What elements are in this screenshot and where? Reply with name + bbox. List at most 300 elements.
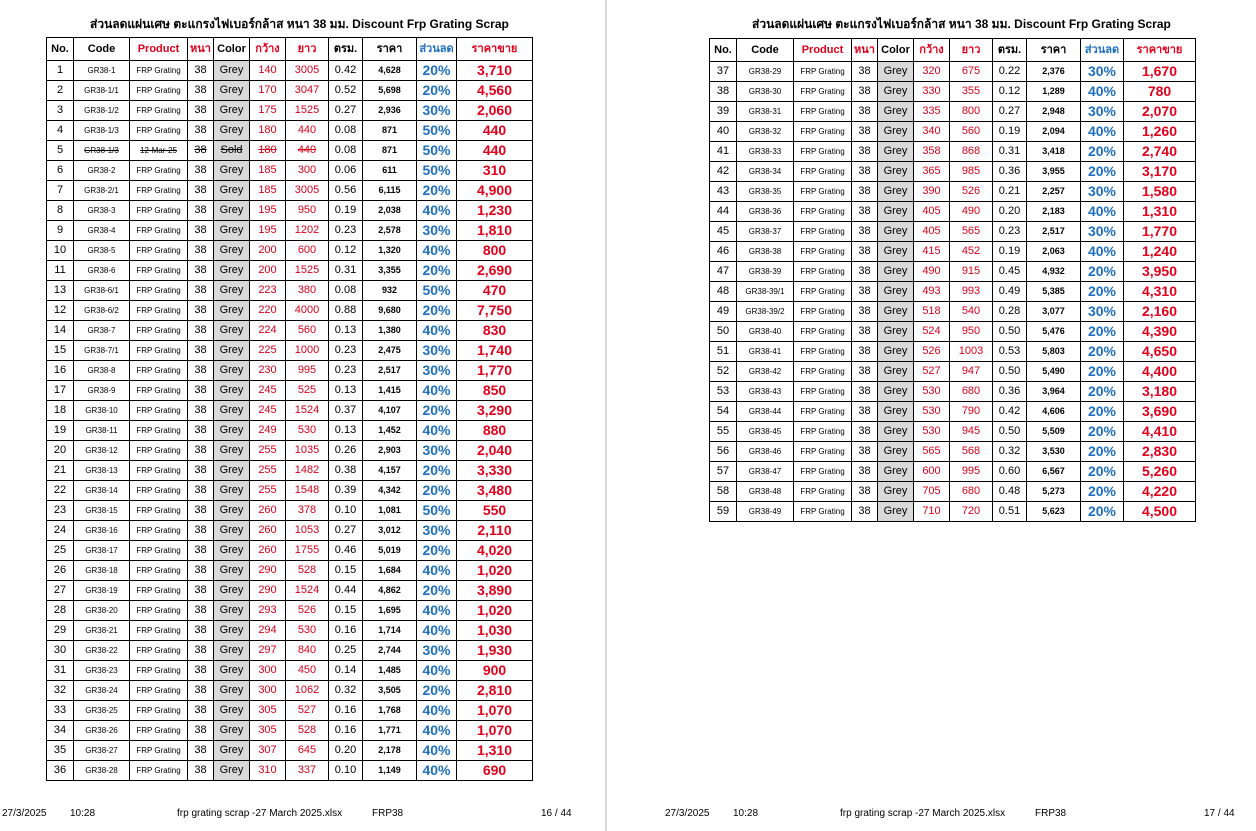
cell-length: 790	[950, 402, 993, 422]
cell-product: FRP Grating	[130, 401, 188, 421]
cell-code: GR38-31	[737, 102, 794, 122]
cell-length: 1202	[286, 221, 329, 241]
cell-length: 985	[950, 162, 993, 182]
cell-width: 245	[250, 381, 286, 401]
cell-thickness: 38	[188, 581, 214, 601]
cell-code: GR38-30	[737, 82, 794, 102]
table-row	[47, 421, 533, 441]
table-row	[47, 241, 533, 261]
cell-code: GR38-39	[737, 262, 794, 282]
table-row	[710, 242, 1196, 262]
cell-thickness: 38	[188, 621, 214, 641]
cell-code: GR38-37	[737, 222, 794, 242]
cell-length: 1003	[950, 342, 993, 362]
cell-width: 600	[914, 462, 950, 482]
cell-product: FRP Grating	[130, 181, 188, 201]
cell-code: GR38-20	[74, 601, 130, 621]
cell-length: 527	[286, 701, 329, 721]
cell-area: 0.88	[329, 301, 363, 321]
cell-discount: 30%	[417, 521, 457, 541]
cell-thickness: 38	[188, 481, 214, 501]
cell-no: 28	[47, 601, 74, 621]
cell-sale-price: 1,670	[1124, 62, 1196, 82]
cell-color: Grey	[878, 182, 914, 202]
cell-discount: 50%	[417, 501, 457, 521]
cell-no: 46	[710, 242, 737, 262]
cell-color: Grey	[214, 581, 250, 601]
cell-area: 0.27	[993, 102, 1027, 122]
cell-discount: 20%	[1081, 342, 1124, 362]
table-row	[710, 282, 1196, 302]
cell-width: 180	[250, 121, 286, 141]
cell-product: FRP Grating	[794, 282, 852, 302]
cell-length: 1062	[286, 681, 329, 701]
cell-code: GR38-10	[74, 401, 130, 421]
cell-sale-price: 1,930	[457, 641, 533, 661]
cell-code: GR38-19	[74, 581, 130, 601]
cell-code: GR38-39/2	[737, 302, 794, 322]
cell-length: 568	[950, 442, 993, 462]
cell-discount: 20%	[1081, 402, 1124, 422]
cell-sale-price: 3,290	[457, 401, 533, 421]
cell-sale-price: 1,770	[457, 361, 533, 381]
cell-product: FRP Grating	[794, 122, 852, 142]
cell-area: 0.31	[993, 142, 1027, 162]
cell-price: 3,077	[1027, 302, 1081, 322]
cell-code: GR38-8	[74, 361, 130, 381]
header-length: ยาว	[286, 38, 329, 61]
cell-length: 3005	[286, 181, 329, 201]
cell-color: Grey	[214, 501, 250, 521]
cell-product: FRP Grating	[130, 241, 188, 261]
cell-product: FRP Grating	[130, 641, 188, 661]
cell-price: 2,475	[363, 341, 417, 361]
cell-product: FRP Grating	[130, 441, 188, 461]
cell-sale-price: 1,580	[1124, 182, 1196, 202]
table-row	[710, 202, 1196, 222]
header-code: Code	[737, 39, 794, 62]
table-row	[710, 462, 1196, 482]
cell-discount: 50%	[417, 161, 457, 181]
cell-code: GR38-27	[74, 741, 130, 761]
cell-thickness: 38	[852, 122, 878, 142]
cell-color: Grey	[214, 301, 250, 321]
cell-width: 260	[250, 541, 286, 561]
cell-no: 55	[710, 422, 737, 442]
cell-thickness: 38	[188, 541, 214, 561]
cell-thickness: 38	[188, 761, 214, 781]
cell-no: 52	[710, 362, 737, 382]
cell-discount: 20%	[417, 481, 457, 501]
cell-price: 5,698	[363, 81, 417, 101]
cell-length: 525	[286, 381, 329, 401]
cell-product: FRP Grating	[794, 222, 852, 242]
footer-filename: frp grating scrap -27 March 2025.xlsx	[177, 808, 343, 819]
cell-no: 11	[47, 261, 74, 281]
cell-code: GR38-12	[74, 441, 130, 461]
cell-no: 27	[47, 581, 74, 601]
cell-price: 1,320	[363, 241, 417, 261]
cell-price: 2,517	[363, 361, 417, 381]
cell-length: 675	[950, 62, 993, 82]
cell-product: FRP Grating	[794, 422, 852, 442]
cell-width: 705	[914, 482, 950, 502]
table-row	[47, 261, 533, 281]
cell-color: Grey	[214, 461, 250, 481]
cell-sale-price: 850	[457, 381, 533, 401]
cell-color: Grey	[878, 282, 914, 302]
footer-page-number: 16 / 44	[541, 808, 572, 819]
cell-no: 4	[47, 121, 74, 141]
cell-product: FRP Grating	[794, 362, 852, 382]
cell-price: 3,530	[1027, 442, 1081, 462]
cell-thickness: 38	[852, 262, 878, 282]
cell-thickness: 38	[852, 422, 878, 442]
cell-width: 195	[250, 221, 286, 241]
cell-area: 0.20	[329, 741, 363, 761]
cell-area: 0.28	[993, 302, 1027, 322]
cell-thickness: 38	[852, 182, 878, 202]
cell-length: 560	[286, 321, 329, 341]
cell-thickness: 38	[852, 302, 878, 322]
cell-length: 380	[286, 281, 329, 301]
cell-area: 0.23	[329, 221, 363, 241]
cell-price: 2,063	[1027, 242, 1081, 262]
cell-area: 0.06	[329, 161, 363, 181]
table-body	[47, 61, 533, 781]
cell-discount: 40%	[1081, 122, 1124, 142]
cell-sale-price: 5,260	[1124, 462, 1196, 482]
cell-discount: 30%	[1081, 102, 1124, 122]
cell-thickness: 38	[188, 361, 214, 381]
cell-price: 2,257	[1027, 182, 1081, 202]
cell-price: 1,380	[363, 321, 417, 341]
scrap-table	[709, 38, 1196, 522]
header-discount: ส่วนลด	[1081, 39, 1124, 62]
cell-product: FRP Grating	[794, 382, 852, 402]
cell-length: 1525	[286, 261, 329, 281]
table-body	[710, 62, 1196, 522]
cell-code: GR38-32	[737, 122, 794, 142]
cell-width: 526	[914, 342, 950, 362]
cell-width: 297	[250, 641, 286, 661]
cell-code: GR38-1/3	[74, 141, 130, 161]
cell-discount: 20%	[417, 401, 457, 421]
cell-code: GR38-45	[737, 422, 794, 442]
cell-code: GR38-22	[74, 641, 130, 661]
cell-no: 56	[710, 442, 737, 462]
cell-length: 337	[286, 761, 329, 781]
cell-length: 600	[286, 241, 329, 261]
cell-color: Grey	[214, 561, 250, 581]
cell-length: 680	[950, 382, 993, 402]
table-header-row	[47, 38, 533, 61]
table-row	[710, 322, 1196, 342]
cell-width: 320	[914, 62, 950, 82]
cell-area: 0.16	[329, 721, 363, 741]
cell-price: 4,862	[363, 581, 417, 601]
cell-sale-price: 1,810	[457, 221, 533, 241]
table-row	[47, 721, 533, 741]
cell-code: GR38-1/2	[74, 101, 130, 121]
cell-no: 41	[710, 142, 737, 162]
cell-color: Grey	[214, 381, 250, 401]
cell-thickness: 38	[852, 282, 878, 302]
cell-code: GR38-6/2	[74, 301, 130, 321]
header-code: Code	[74, 38, 130, 61]
cell-thickness: 38	[852, 442, 878, 462]
cell-color: Grey	[214, 521, 250, 541]
cell-discount: 40%	[417, 381, 457, 401]
table-row	[710, 262, 1196, 282]
cell-sale-price: 4,500	[1124, 502, 1196, 522]
cell-length: 378	[286, 501, 329, 521]
cell-width: 255	[250, 441, 286, 461]
cell-length: 528	[286, 721, 329, 741]
table-row	[47, 661, 533, 681]
cell-price: 6,115	[363, 181, 417, 201]
cell-color: Grey	[878, 122, 914, 142]
cell-no: 19	[47, 421, 74, 441]
cell-code: GR38-44	[737, 402, 794, 422]
cell-sale-price: 3,950	[1124, 262, 1196, 282]
cell-product: FRP Grating	[130, 201, 188, 221]
cell-discount: 40%	[1081, 242, 1124, 262]
table-row	[47, 281, 533, 301]
cell-sale-price: 3,170	[1124, 162, 1196, 182]
cell-price: 3,955	[1027, 162, 1081, 182]
cell-discount: 20%	[417, 81, 457, 101]
cell-code: GR38-47	[737, 462, 794, 482]
cell-area: 0.51	[993, 502, 1027, 522]
cell-width: 290	[250, 581, 286, 601]
table-row	[47, 141, 533, 161]
cell-length: 452	[950, 242, 993, 262]
cell-product: FRP Grating	[130, 601, 188, 621]
cell-length: 1524	[286, 401, 329, 421]
cell-price: 2,517	[1027, 222, 1081, 242]
cell-width: 710	[914, 502, 950, 522]
cell-no: 45	[710, 222, 737, 242]
cell-price: 1,149	[363, 761, 417, 781]
cell-discount: 30%	[1081, 62, 1124, 82]
cell-discount: 30%	[417, 101, 457, 121]
cell-price: 4,342	[363, 481, 417, 501]
cell-sale-price: 1,020	[457, 601, 533, 621]
cell-length: 530	[286, 621, 329, 641]
cell-code: GR38-17	[74, 541, 130, 561]
header-no: No.	[710, 39, 737, 62]
cell-price: 4,606	[1027, 402, 1081, 422]
cell-code: GR38-16	[74, 521, 130, 541]
cell-color: Grey	[214, 161, 250, 181]
cell-color: Grey	[878, 342, 914, 362]
cell-width: 185	[250, 181, 286, 201]
cell-thickness: 38	[188, 421, 214, 441]
cell-no: 54	[710, 402, 737, 422]
cell-discount: 20%	[417, 181, 457, 201]
cell-discount: 20%	[417, 261, 457, 281]
cell-no: 51	[710, 342, 737, 362]
cell-product: FRP Grating	[130, 381, 188, 401]
cell-width: 260	[250, 521, 286, 541]
cell-sale-price: 440	[457, 121, 533, 141]
cell-area: 0.52	[329, 81, 363, 101]
cell-area: 0.15	[329, 601, 363, 621]
cell-sale-price: 4,650	[1124, 342, 1196, 362]
cell-width: 300	[250, 661, 286, 681]
cell-width: 405	[914, 202, 950, 222]
cell-width: 524	[914, 322, 950, 342]
cell-discount: 20%	[417, 541, 457, 561]
page-title: ส่วนลดแผ่นเศษ ตะแกรงไฟเบอร์กล้าส หนา 38 มม. Discount Frp Grating Scrap	[752, 17, 1171, 31]
cell-color: Grey	[878, 442, 914, 462]
cell-area: 0.21	[993, 182, 1027, 202]
cell-color: Grey	[214, 681, 250, 701]
cell-area: 0.13	[329, 321, 363, 341]
cell-width: 255	[250, 461, 286, 481]
cell-code: GR38-3	[74, 201, 130, 221]
cell-price: 9,680	[363, 301, 417, 321]
table-row	[47, 101, 533, 121]
cell-no: 36	[47, 761, 74, 781]
cell-no: 49	[710, 302, 737, 322]
cell-code: GR38-1	[74, 61, 130, 81]
header-price: ราคา	[1027, 39, 1081, 62]
cell-code: GR38-25	[74, 701, 130, 721]
cell-no: 50	[710, 322, 737, 342]
cell-sale-price: 2,740	[1124, 142, 1196, 162]
cell-color: Grey	[878, 502, 914, 522]
cell-discount: 30%	[1081, 182, 1124, 202]
cell-area: 0.12	[993, 82, 1027, 102]
cell-width: 249	[250, 421, 286, 441]
cell-sale-price: 1,030	[457, 621, 533, 641]
cell-thickness: 38	[188, 381, 214, 401]
cell-price: 1,415	[363, 381, 417, 401]
cell-color: Grey	[878, 142, 914, 162]
cell-price: 1,714	[363, 621, 417, 641]
table-row	[710, 222, 1196, 242]
cell-width: 310	[250, 761, 286, 781]
cell-width: 307	[250, 741, 286, 761]
cell-length: 947	[950, 362, 993, 382]
cell-color: Grey	[214, 121, 250, 141]
cell-length: 355	[950, 82, 993, 102]
cell-discount: 40%	[417, 661, 457, 681]
cell-price: 2,948	[1027, 102, 1081, 122]
cell-product: FRP Grating	[794, 62, 852, 82]
cell-thickness: 38	[188, 61, 214, 81]
cell-price: 5,623	[1027, 502, 1081, 522]
cell-sale-price: 2,810	[457, 681, 533, 701]
cell-code: GR38-7/1	[74, 341, 130, 361]
cell-area: 0.19	[993, 242, 1027, 262]
cell-width: 565	[914, 442, 950, 462]
cell-no: 13	[47, 281, 74, 301]
cell-discount: 40%	[417, 201, 457, 221]
cell-sale-price: 3,710	[457, 61, 533, 81]
cell-length: 868	[950, 142, 993, 162]
cell-length: 1755	[286, 541, 329, 561]
cell-area: 0.44	[329, 581, 363, 601]
cell-sale-price: 2,070	[1124, 102, 1196, 122]
cell-product: FRP Grating	[130, 361, 188, 381]
cell-thickness: 38	[188, 461, 214, 481]
cell-area: 0.50	[993, 322, 1027, 342]
cell-length: 3005	[286, 61, 329, 81]
cell-discount: 40%	[417, 701, 457, 721]
cell-no: 24	[47, 521, 74, 541]
cell-price: 5,490	[1027, 362, 1081, 382]
cell-thickness: 38	[852, 462, 878, 482]
cell-discount: 30%	[1081, 222, 1124, 242]
cell-color: Grey	[878, 82, 914, 102]
cell-width: 415	[914, 242, 950, 262]
cell-product: FRP Grating	[794, 302, 852, 322]
cell-no: 29	[47, 621, 74, 641]
cell-thickness: 38	[188, 741, 214, 761]
cell-width: 175	[250, 101, 286, 121]
cell-code: GR38-5	[74, 241, 130, 261]
table-row	[47, 481, 533, 501]
cell-color: Grey	[214, 261, 250, 281]
cell-color: Grey	[878, 222, 914, 242]
cell-length: 1053	[286, 521, 329, 541]
cell-color: Grey	[214, 421, 250, 441]
cell-length: 450	[286, 661, 329, 681]
cell-price: 3,355	[363, 261, 417, 281]
cell-length: 680	[950, 482, 993, 502]
cell-no: 9	[47, 221, 74, 241]
cell-width: 220	[250, 301, 286, 321]
cell-color: Grey	[214, 221, 250, 241]
cell-color: Grey	[214, 181, 250, 201]
cell-length: 645	[286, 741, 329, 761]
table-row	[710, 402, 1196, 422]
cell-thickness: 38	[852, 242, 878, 262]
header-sale-price: ราคาขาย	[1124, 39, 1196, 62]
table-row	[710, 422, 1196, 442]
cell-width: 200	[250, 261, 286, 281]
cell-discount: 20%	[1081, 382, 1124, 402]
cell-length: 4000	[286, 301, 329, 321]
cell-width: 305	[250, 701, 286, 721]
cell-width: 518	[914, 302, 950, 322]
cell-color: Grey	[214, 81, 250, 101]
cell-length: 840	[286, 641, 329, 661]
cell-price: 3,012	[363, 521, 417, 541]
cell-thickness: 38	[852, 202, 878, 222]
cell-sale-price: 2,690	[457, 261, 533, 281]
cell-color: Grey	[214, 761, 250, 781]
cell-no: 59	[710, 502, 737, 522]
cell-thickness: 38	[852, 322, 878, 342]
cell-area: 0.08	[329, 141, 363, 161]
cell-code: GR38-28	[74, 761, 130, 781]
cell-color: Grey	[214, 241, 250, 261]
cell-code: GR38-40	[737, 322, 794, 342]
cell-thickness: 38	[188, 521, 214, 541]
cell-price: 5,273	[1027, 482, 1081, 502]
cell-area: 0.56	[329, 181, 363, 201]
cell-area: 0.48	[993, 482, 1027, 502]
cell-width: 224	[250, 321, 286, 341]
cell-no: 18	[47, 401, 74, 421]
cell-color: Grey	[214, 281, 250, 301]
footer-filename: frp grating scrap -27 March 2025.xlsx	[840, 808, 1006, 819]
cell-discount: 20%	[1081, 362, 1124, 382]
